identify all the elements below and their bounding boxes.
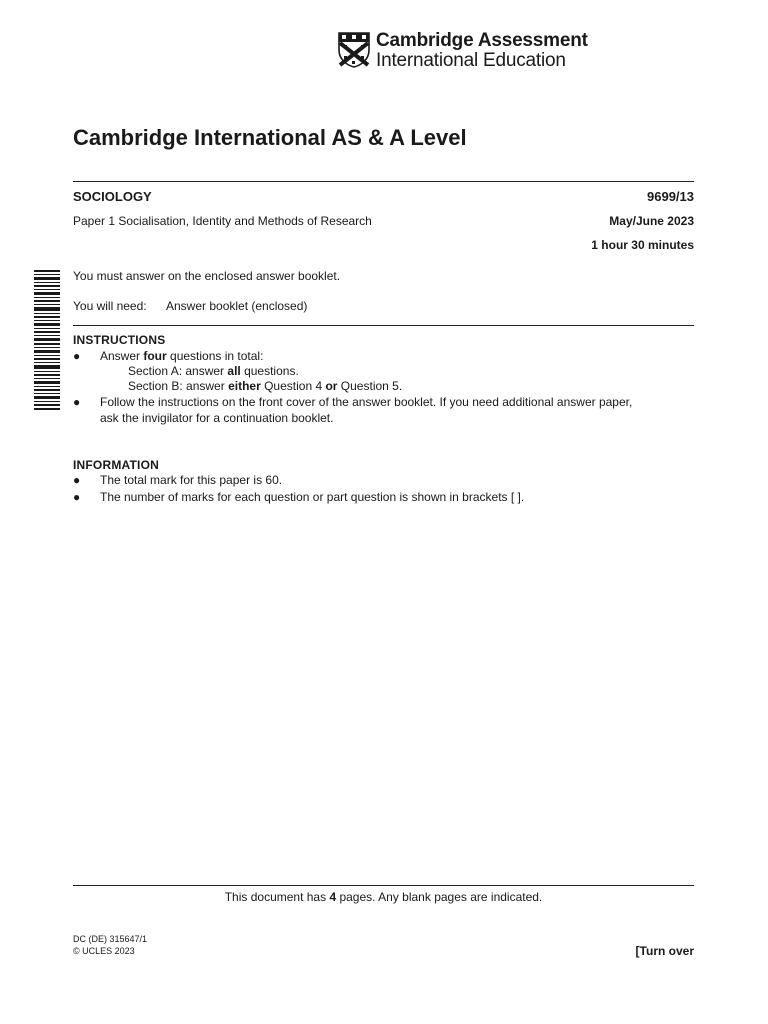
bullet-icon: ● xyxy=(73,349,81,363)
you-will-need-label: You will need: xyxy=(73,299,147,313)
paper-code: 9699/13 xyxy=(647,189,694,204)
bullet-icon: ● xyxy=(73,473,81,487)
exam-duration: 1 hour 30 minutes xyxy=(591,238,694,252)
bullet-icon: ● xyxy=(73,490,81,504)
cambridge-shield-logo-icon xyxy=(338,32,370,68)
instruction-item-2-line1: Follow the instructions on the front cover of the answer booklet. If you need additional answer paper, xyxy=(100,395,633,409)
footer-rule xyxy=(73,885,694,886)
instructions-rule xyxy=(73,325,694,326)
turn-over-label: [Turn over xyxy=(635,944,694,958)
answer-booklet-note: You must answer on the enclosed answer booklet. xyxy=(73,269,341,283)
barcode-icon xyxy=(30,270,64,410)
instruction-item-1: Answer four questions in total: xyxy=(100,349,264,363)
paper-title: Paper 1 Socialisation, Identity and Methods of Research xyxy=(73,214,372,228)
header-rule xyxy=(73,181,694,182)
copyright-notice: © UCLES 2023 xyxy=(73,946,135,956)
information-item-2: The number of marks for each question or part question is shown in brackets [ ]. xyxy=(100,490,525,504)
instruction-section-b: Section B: answer either Question 4 or Question 5. xyxy=(128,379,403,393)
instruction-item-2-line2: ask the invigilator for a continuation booklet. xyxy=(100,411,334,425)
org-name-line2: International Education xyxy=(376,50,566,71)
org-name-line1: Cambridge Assessment xyxy=(376,30,588,51)
document-code: DC (DE) 315647/1 xyxy=(73,934,148,944)
qualification-title: Cambridge International AS & A Level xyxy=(73,125,467,150)
information-heading: INFORMATION xyxy=(73,458,159,472)
instructions-heading: INSTRUCTIONS xyxy=(73,333,166,347)
subject-name: SOCIOLOGY xyxy=(73,189,152,204)
bullet-icon: ● xyxy=(73,395,81,409)
information-item-1: The total mark for this paper is 60. xyxy=(100,473,283,487)
page-count-note: This document has 4 pages. Any blank pages are indicated. xyxy=(224,890,543,904)
instruction-section-a: Section A: answer all questions. xyxy=(128,364,299,378)
exam-session: May/June 2023 xyxy=(609,214,694,228)
you-will-need-value: Answer booklet (enclosed) xyxy=(166,299,308,313)
